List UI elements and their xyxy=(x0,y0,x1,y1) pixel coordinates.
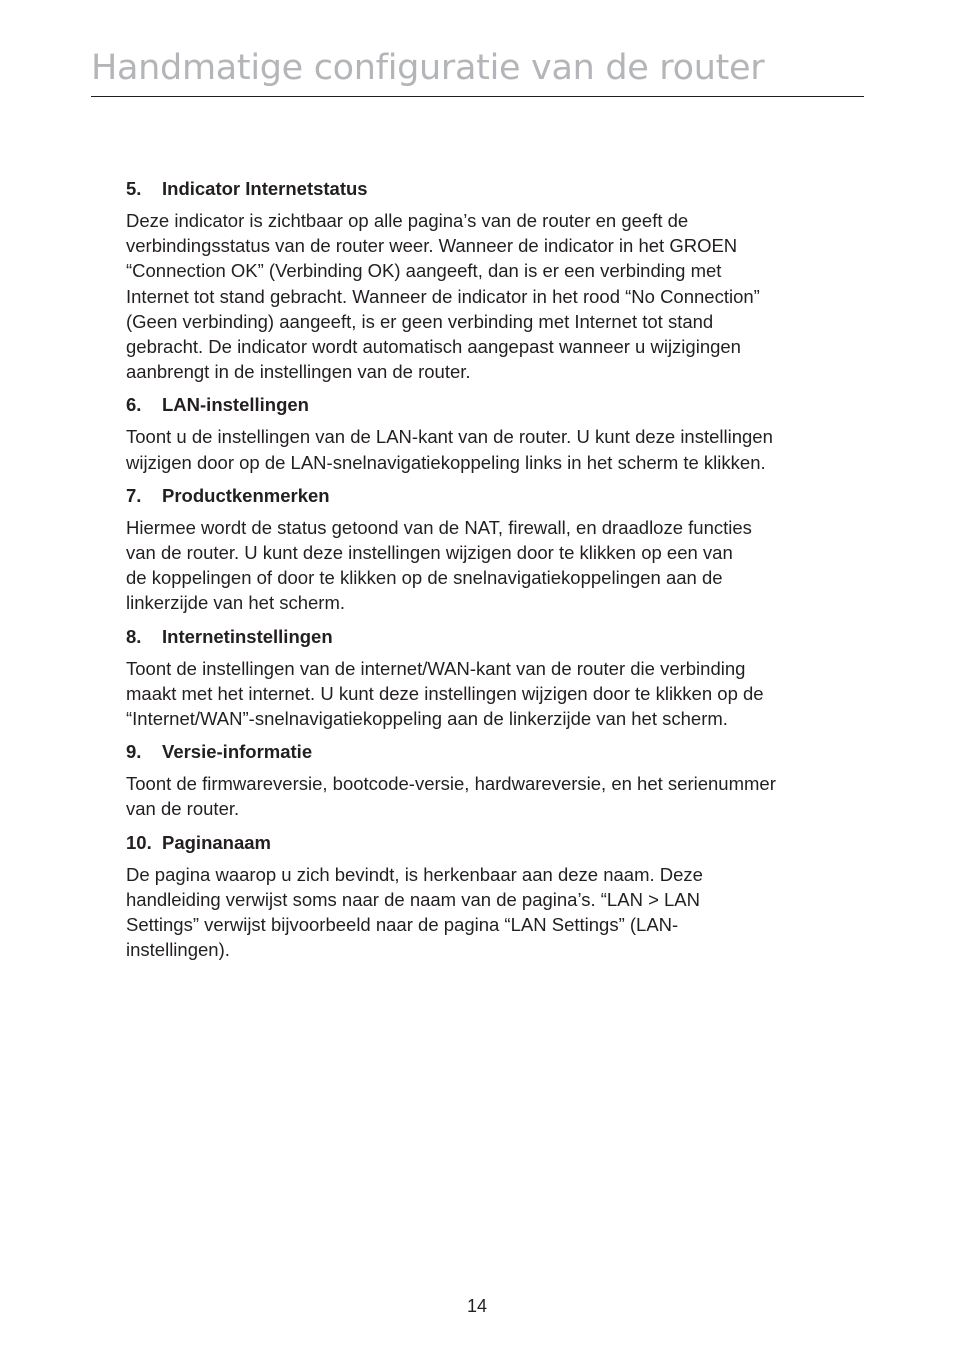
section-title: Internetinstellingen xyxy=(162,625,333,647)
section-lan-settings xyxy=(126,392,866,474)
section-title: Paginanaam xyxy=(162,831,271,853)
section-title: LAN-instellingen xyxy=(162,394,309,416)
section-title: Indicator Internetstatus xyxy=(162,178,368,199)
section-body xyxy=(126,208,866,384)
section-number: 8. xyxy=(126,625,142,647)
text-line: instellingen). xyxy=(126,939,230,961)
section-number: 6. xyxy=(126,394,142,416)
main-content xyxy=(126,176,866,970)
section-number: 9. xyxy=(126,741,142,763)
text-line: handleiding verwijst soms naar de naam van de pagina’s. “LAN > LAN xyxy=(126,888,700,910)
text-line: aanbrengt in de instellingen van de router. xyxy=(126,361,471,383)
section-title: Versie-informatie xyxy=(162,741,313,763)
text-line: Hiermee wordt de status getoond van de NAT, firewall, en draadloze functies xyxy=(126,516,752,538)
text-line: de koppelingen of door te klikken op de snelnavigatiekoppelingen aan de xyxy=(126,567,723,589)
section-body xyxy=(126,424,866,474)
page-number: 14 xyxy=(466,1296,488,1316)
section-body xyxy=(126,656,866,732)
section-number: 7. xyxy=(126,484,142,506)
section-heading xyxy=(126,176,866,201)
section-body xyxy=(126,862,866,963)
section-product-features xyxy=(126,483,866,616)
text-line: van de router. xyxy=(126,798,240,820)
header-divider xyxy=(91,96,864,97)
section-title: Productkenmerken xyxy=(162,484,330,506)
section-number: 10. xyxy=(126,831,152,853)
section-heading xyxy=(126,739,866,764)
text-line: “Internet/WAN”-snelnavigatiekoppeling aan de linkerzijde van het scherm. xyxy=(126,708,728,730)
text-line: Toont u de instellingen van de LAN-kant van de router. U kunt deze instellingen xyxy=(126,426,773,448)
text-line: verbindingsstatus van de router weer. Wanneer de indicator in het GROEN xyxy=(126,235,738,257)
section-heading xyxy=(126,830,866,855)
text-line: gebracht. De indicator wordt automatisch aangepast wanneer u wijzigingen xyxy=(126,336,741,358)
text-line: “Connection OK” (Verbinding OK) aangeeft, dan is er een verbinding met xyxy=(126,260,722,282)
section-internet-status-indicator xyxy=(126,176,866,384)
text-line: Toont de instellingen van de internet/WAN-kant van de router die verbinding xyxy=(126,657,746,679)
page-header xyxy=(91,44,864,92)
section-heading xyxy=(126,483,866,508)
text-line: van de router. U kunt deze instellingen wijzigen door te klikken op een van xyxy=(126,542,733,564)
section-heading xyxy=(126,392,866,417)
section-page-name xyxy=(126,830,866,963)
section-body xyxy=(126,515,866,616)
section-version-info xyxy=(126,739,866,821)
section-heading xyxy=(126,624,866,649)
text-line: (Geen verbinding) aangeeft, is er geen verbinding met Internet tot stand xyxy=(126,310,714,332)
section-number: 5. xyxy=(126,178,142,199)
text-line: wijzigen door op de LAN-snelnavigatiekoppeling links in het scherm te klikken. xyxy=(126,451,766,473)
text-line: De pagina waarop u zich bevindt, is herkenbaar aan deze naam. Deze xyxy=(126,863,703,885)
text-line: Toont de firmwareversie, bootcode-versie, hardwareversie, en het serienummer xyxy=(126,773,776,795)
text-line: linkerzijde van het scherm. xyxy=(126,592,346,614)
section-body xyxy=(126,771,866,821)
text-line: Settings” verwijst bijvoorbeeld naar de pagina “LAN Settings” (LAN- xyxy=(126,914,679,936)
section-internet-settings xyxy=(126,624,866,732)
text-line: Deze indicator is zichtbaar op alle pagina’s van de router en geeft de xyxy=(126,210,689,231)
page-title: Handmatige configuratie van de router xyxy=(91,48,765,88)
text-line: Internet tot stand gebracht. Wanneer de indicator in het rood “No Connection” xyxy=(126,285,760,307)
text-line: maakt met het internet. U kunt deze instellingen wijzigen door te klikken op de xyxy=(126,682,764,704)
